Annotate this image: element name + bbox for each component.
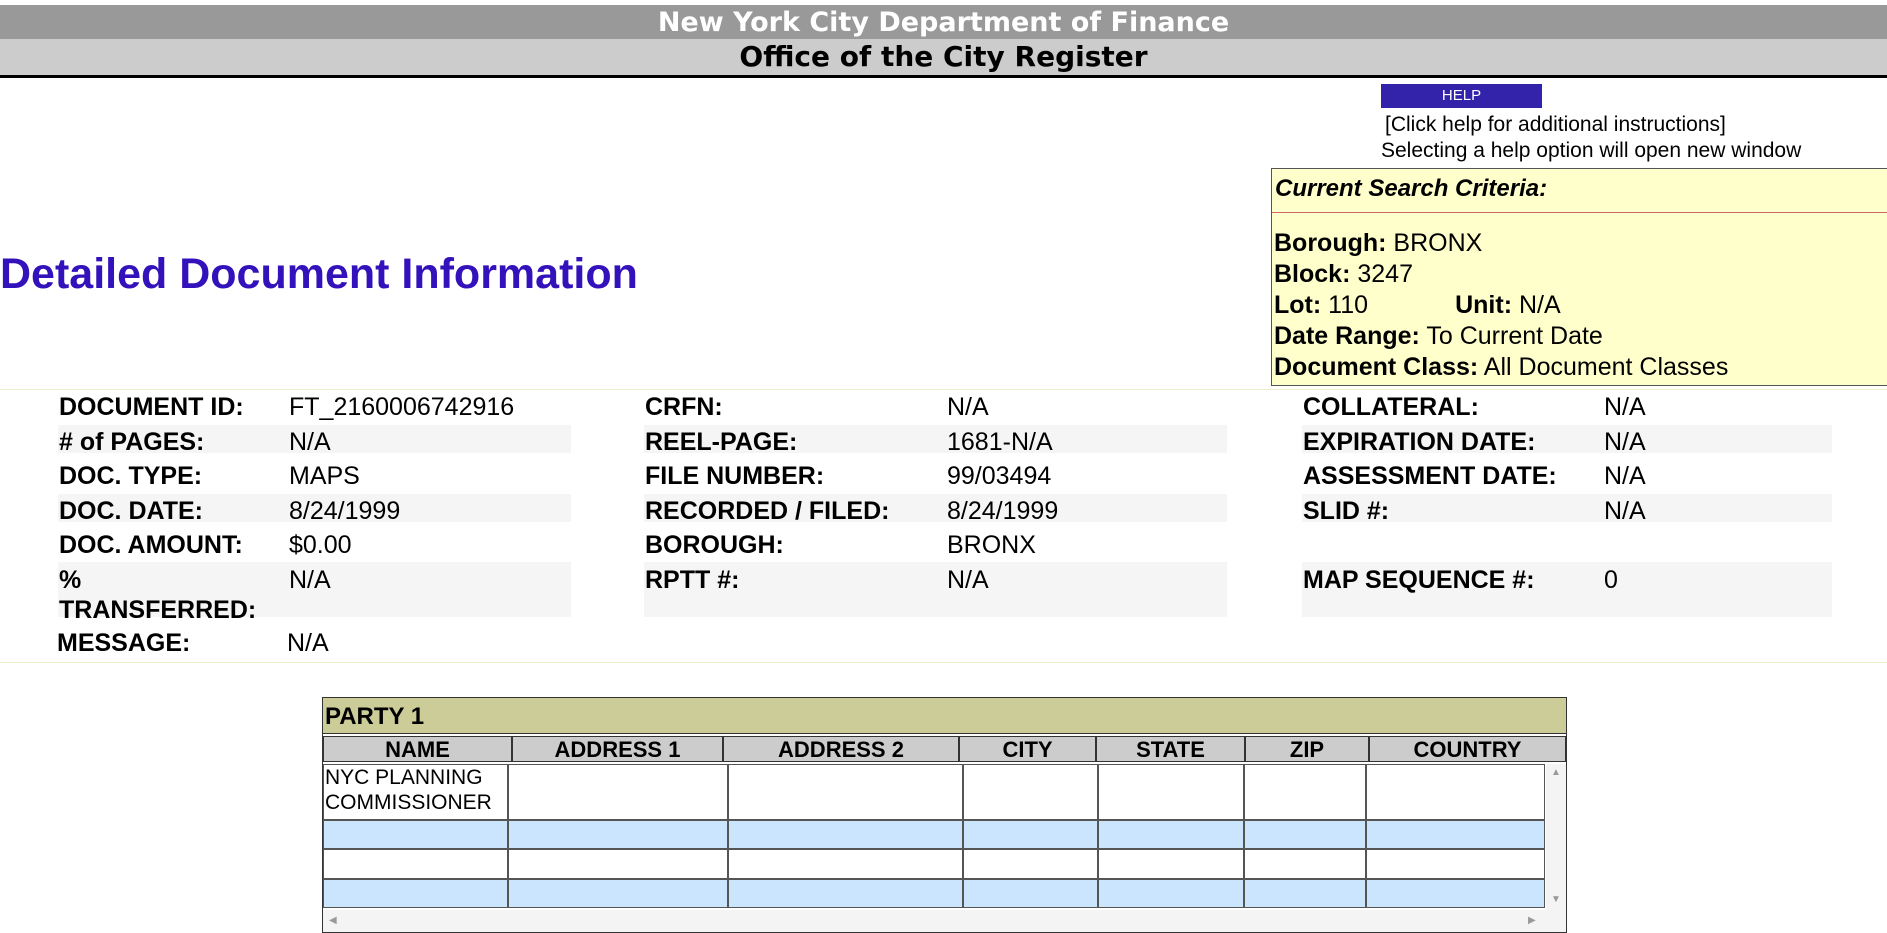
message-label: MESSAGE: xyxy=(57,629,191,657)
party-zip-cell xyxy=(1244,879,1366,908)
table-row xyxy=(323,879,1545,908)
scroll-right-arrow-icon[interactable]: ▶ xyxy=(1528,915,1536,926)
document-id-label: DOCUMENT ID: xyxy=(59,393,244,421)
crfn-label: CRFN: xyxy=(645,393,723,421)
slid-label: SLID #: xyxy=(1303,497,1390,525)
party-name-cell xyxy=(323,849,508,879)
col-address-1: ADDRESS 1 xyxy=(512,736,723,762)
party-state-cell xyxy=(1098,849,1244,879)
party-country-cell xyxy=(1366,764,1545,820)
party-address-1-cell xyxy=(508,879,728,908)
doc-amount-value: $0.00 xyxy=(289,531,352,559)
vertical-scrollbar[interactable] xyxy=(1546,764,1566,910)
expiration-date-label: EXPIRATION DATE: xyxy=(1303,428,1536,456)
table-row xyxy=(323,764,1545,820)
criteria-title: Current Search Criteria: xyxy=(1272,169,1887,213)
pages-label: # of PAGES: xyxy=(59,428,205,456)
party-address-1-cell xyxy=(508,764,728,820)
file-number-value: 99/03494 xyxy=(947,462,1052,490)
party-name-cell xyxy=(323,820,508,849)
col-city: CITY xyxy=(959,736,1096,762)
message-value: N/A xyxy=(287,629,329,657)
criteria-borough xyxy=(1272,228,1887,259)
party-zip-cell xyxy=(1244,764,1366,820)
party-1-panel xyxy=(322,697,1567,933)
doc-amount-label: DOC. AMOUNT: xyxy=(59,531,243,559)
help-button[interactable]: HELP xyxy=(1381,84,1542,108)
page-title: Detailed Document Information xyxy=(0,250,638,298)
criteria-unit-label: Unit: xyxy=(1455,291,1513,319)
party-city-cell xyxy=(963,764,1098,820)
doc-type-label: DOC. TYPE: xyxy=(59,462,203,490)
expiration-date-value: N/A xyxy=(1604,428,1646,456)
party-table-body[interactable] xyxy=(323,764,1545,910)
map-sequence-label: MAP SEQUENCE #: xyxy=(1303,566,1535,594)
criteria-block-value: 3247 xyxy=(1357,260,1413,288)
criteria-lot-value: 110 xyxy=(1328,291,1369,319)
criteria-doc-class-value: All Document Classes xyxy=(1483,353,1729,381)
assessment-date-value: N/A xyxy=(1604,462,1646,490)
reel-page-value: 1681-N/A xyxy=(947,428,1053,456)
borough-label: BOROUGH: xyxy=(645,531,784,559)
table-row xyxy=(323,820,1545,849)
party-address-1-cell xyxy=(508,820,728,849)
party-address-2-cell xyxy=(728,849,963,879)
party-zip-cell xyxy=(1244,820,1366,849)
criteria-doc-class-label: Document Class: xyxy=(1274,353,1479,381)
criteria-block-label: Block: xyxy=(1274,260,1351,288)
party-address-2-cell xyxy=(728,879,963,908)
doc-date-value: 8/24/1999 xyxy=(289,497,401,525)
criteria-date-range-label: Date Range: xyxy=(1274,322,1420,350)
search-criteria-box xyxy=(1271,168,1887,386)
col-country: COUNTRY xyxy=(1369,736,1566,762)
slid-value: N/A xyxy=(1604,497,1646,525)
party-title: PARTY 1 xyxy=(323,698,1566,734)
col-address-2: ADDRESS 2 xyxy=(723,736,959,762)
rptt-value: N/A xyxy=(947,566,989,594)
party-name-cell: NYC PLANNING COMMISSIONER xyxy=(323,764,508,820)
party-address-1-cell xyxy=(508,849,728,879)
criteria-block xyxy=(1272,259,1887,290)
transferred-value: N/A xyxy=(289,566,331,594)
party-zip-cell xyxy=(1244,849,1366,879)
party-city-cell xyxy=(963,879,1098,908)
department-banner: New York City Department of Finance xyxy=(0,5,1887,39)
collateral-label: COLLATERAL: xyxy=(1303,393,1479,421)
col-state: STATE xyxy=(1096,736,1245,762)
criteria-doc-class xyxy=(1272,352,1887,383)
party-address-2-cell xyxy=(728,820,963,849)
file-number-label: FILE NUMBER: xyxy=(645,462,825,490)
office-banner: Office of the City Register xyxy=(0,39,1887,78)
criteria-lot-label: Lot: xyxy=(1274,291,1322,319)
rptt-label: RPTT #: xyxy=(645,566,740,594)
reel-page-label: REEL-PAGE: xyxy=(645,428,798,456)
recorded-filed-value: 8/24/1999 xyxy=(947,497,1059,525)
party-country-cell xyxy=(1366,879,1545,908)
horizontal-scrollbar[interactable] xyxy=(323,910,1566,932)
scroll-down-arrow-icon[interactable]: ▼ xyxy=(1551,894,1561,905)
party-table-header xyxy=(323,736,1566,762)
criteria-date-range-value: To Current Date xyxy=(1426,322,1603,350)
criteria-unit-value: N/A xyxy=(1518,291,1561,319)
document-details xyxy=(0,389,1887,663)
party-name-cell xyxy=(323,879,508,908)
help-note: [Click help for additional instructions] xyxy=(1385,113,1726,136)
scroll-left-arrow-icon[interactable]: ◀ xyxy=(329,915,337,926)
criteria-borough-label: Borough: xyxy=(1274,229,1387,257)
borough-value: BRONX xyxy=(947,531,1036,559)
criteria-lot-unit xyxy=(1272,290,1887,321)
document-id-value: FT_2160006742916 xyxy=(289,393,515,421)
party-city-cell xyxy=(963,849,1098,879)
party-country-cell xyxy=(1366,849,1545,879)
doc-type-value: MAPS xyxy=(289,462,360,490)
scroll-up-arrow-icon[interactable]: ▲ xyxy=(1551,767,1561,778)
recorded-filed-label: RECORDED / FILED: xyxy=(645,497,890,525)
criteria-borough-value: BRONX xyxy=(1393,229,1483,257)
help-window-note: Selecting a help option will open new window xyxy=(1381,139,1802,162)
party-country-cell xyxy=(1366,820,1545,849)
col-zip: ZIP xyxy=(1245,736,1369,762)
criteria-date-range xyxy=(1272,321,1887,352)
map-sequence-value: 0 xyxy=(1604,566,1618,594)
party-city-cell xyxy=(963,820,1098,849)
assessment-date-label: ASSESSMENT DATE: xyxy=(1303,462,1557,490)
doc-date-label: DOC. DATE: xyxy=(59,497,203,525)
transferred-label: % TRANSFERRED: xyxy=(59,566,257,624)
party-state-cell xyxy=(1098,820,1244,849)
pages-value: N/A xyxy=(289,428,331,456)
table-row xyxy=(323,849,1545,879)
crfn-value: N/A xyxy=(947,393,989,421)
collateral-value: N/A xyxy=(1604,393,1646,421)
party-address-2-cell xyxy=(728,764,963,820)
col-name: NAME xyxy=(323,736,512,762)
party-state-cell xyxy=(1098,764,1244,820)
party-state-cell xyxy=(1098,879,1244,908)
